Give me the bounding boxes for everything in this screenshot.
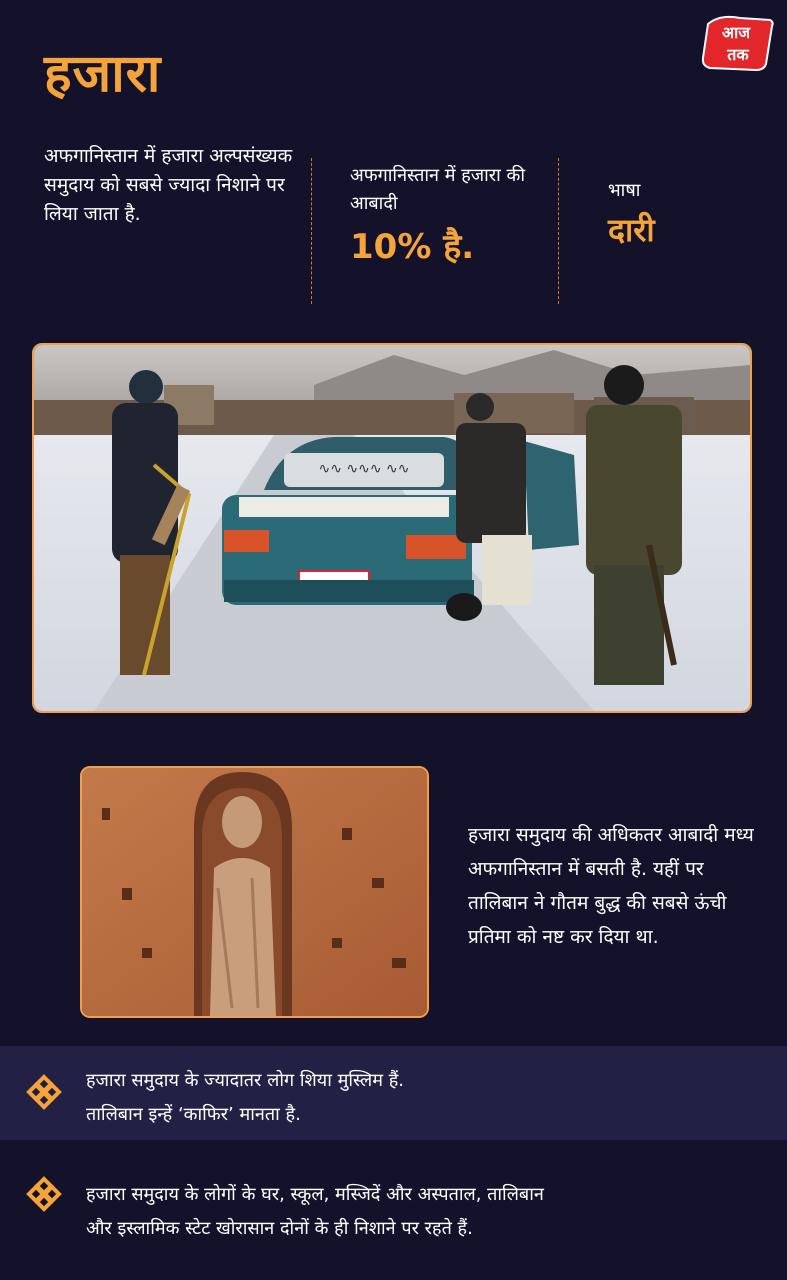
language-label: भाषा bbox=[608, 180, 641, 201]
svg-text:∿∿ ∿∿∿ ∿∿: ∿∿ ∿∿∿ ∿∿ bbox=[318, 461, 410, 477]
stats-divider-2 bbox=[558, 158, 559, 304]
checkpoint-photo bbox=[32, 343, 752, 713]
bullet-1-line-2: तालिबान इन्हें ‘काफिर’ मानता है. bbox=[86, 1104, 301, 1125]
diamond-cluster-icon bbox=[26, 1074, 62, 1110]
language-value: दारी bbox=[608, 211, 655, 249]
bullet-text-2 bbox=[86, 1178, 544, 1246]
hazara-description: अफगानिस्तान में हजारा अल्पसंख्यक समुदाय को सबसे ज्यादा निशाने पर लिया जाता है. bbox=[44, 145, 293, 225]
population-value: 10% है. bbox=[350, 227, 475, 267]
page-title: हजारा bbox=[44, 44, 162, 104]
population-label: अफगानिस्तान में हजारा की आबादी bbox=[350, 165, 526, 214]
bullet-2-line-2: और इस्लामिक स्टेट खोरासान दोनों के ही निशाने पर रहते हैं. bbox=[86, 1218, 473, 1239]
bullet-2-line-1: हजारा समुदाय के लोगों के घर, स्कूल, मस्जिदें और अस्पताल, तालिबान bbox=[86, 1184, 544, 1205]
svg-text:आज: आज bbox=[721, 23, 751, 42]
stats-divider-1 bbox=[311, 158, 312, 304]
bamiyan-buddha-photo bbox=[80, 766, 429, 1018]
bamiyan-paragraph: हजारा समुदाय की अधिकतर आबादी मध्य अफगानिस्तान में बसती है. यहीं पर तालिबान ने गौतम बुद्ध की सबसे ऊंची प्रतिमा को नष्ट कर दिया था. bbox=[468, 824, 754, 948]
svg-text:तक: तक bbox=[727, 45, 749, 64]
bullet-text-1 bbox=[86, 1064, 404, 1132]
aajtak-logo bbox=[700, 14, 774, 72]
bullet-1-line-1: हजारा समुदाय के ज्यादातर लोग शिया मुस्लिम हैं. bbox=[86, 1070, 404, 1091]
diamond-cluster-icon bbox=[26, 1176, 62, 1212]
